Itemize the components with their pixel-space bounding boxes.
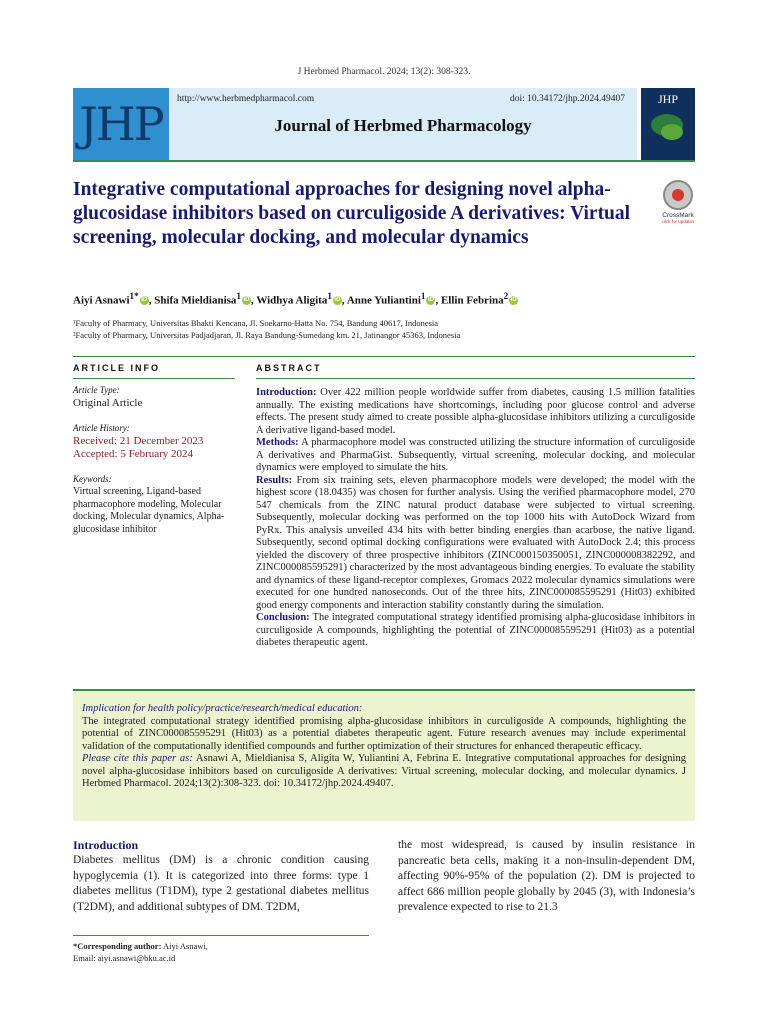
author-name: Ellin Febrina: [440, 294, 504, 307]
journal-header: [73, 88, 695, 162]
abstract-conclusion-label: Conclusion:: [256, 612, 310, 623]
author-affil-sup: 1: [420, 291, 426, 301]
crossmark-icon: [663, 180, 693, 210]
journal-name: Journal of Herbmed Pharmacology: [274, 116, 532, 135]
article-title: Integrative computational approaches for designing novel alpha-glucosidase inhibitors based on curculigoside A derivatives: Virtual screening, molecular docking, and molecular dynamics: [73, 179, 631, 248]
author-name: Shifa Mieldianisa: [154, 294, 237, 307]
journal-logo: [73, 88, 169, 160]
affiliation-2: ²Faculty of Pharmacy, Universitas Padjadjaran, Jl. Raya Bandung-Sumedang km. 21, Jatinangor 45363, Indonesia: [73, 330, 461, 340]
author-affil-sup: 1: [236, 291, 241, 301]
article-info-panel: [73, 384, 235, 548]
article-history-label: Article History:: [73, 423, 130, 433]
abstract-body: [256, 387, 695, 650]
abstract-intro-text: Over 422 million people worldwide suffer from diabetes, causing 1.5 million fatalities annually. The existing medications have shortcomings, including poor glucose control and adverse effects. The present study aimed to create possible alpha-glucosidase inhibitors utilizing a curculigoside A derivative ligand-based model.: [256, 387, 695, 436]
running-head: J Herbmed Pharmacol. 2024; 13(2): 308-323.: [297, 67, 471, 77]
cover-title: JHP: [657, 92, 678, 106]
article-doi[interactable]: doi: 10.34172/jhp.2024.49407: [509, 94, 625, 104]
orcid-icon[interactable]: iD: [141, 296, 148, 303]
abstract-heading: ABSTRACT: [256, 363, 322, 373]
journal-url[interactable]: http://www.herbmedpharmacol.com: [177, 94, 315, 104]
author-name: Anne Yuliantini: [346, 294, 421, 307]
keywords-label: Keywords:: [73, 474, 112, 484]
corresponding-author-email[interactable]: Email: aiyi.asnawi@bku.ac.id: [73, 953, 176, 963]
orcid-icon[interactable]: iD: [243, 296, 250, 303]
introduction-heading: Introduction: [73, 838, 139, 852]
implication-heading: Implication for health policy/practice/research/medical education:: [82, 703, 363, 714]
journal-cover-thumbnail: [641, 88, 695, 160]
author-affil-sup: 2: [503, 291, 509, 301]
crossmark-label: CrossMark: [662, 212, 694, 219]
author-name: Aiyi Asnawi: [73, 294, 130, 307]
article-type-value: Original Article: [73, 397, 143, 409]
article-type-label: Article Type:: [73, 385, 120, 395]
author-affil-sup: 1*: [129, 291, 139, 301]
introduction-right-column: the most widespread, is caused by insulin resistance in pancreatic beta cells, making it a non-insulin-dependent DM, affecting 90%-95% of the population (2). DM is projected to affect 686 million people globally by 2045 (3), with Indonesia’s prevalence expected to rise to 21.3: [398, 839, 695, 913]
abstract-results-text: From six training sets, eleven pharmacophore models were developed; the model with the highest score (18.0435) was chosen for further analysis. Using the verified pharmacophore model, 270 547 chemicals from the ZINC natural product database were subjected to virtual screening. Subsequently, molecular docking was performed on the top 1000 hits with AutoDock Wizard from PyRx. This analysis unveiled 434 hits with better binding energies than acarbose, the native ligand. Subsequently, second optimal docking configurations were evaluated with AutoDock 2.4; this process yielded the discovery of three prospective inhibitors (ZINC000150350051, ZINC000008382292, and ZINC000085595291) characterized by the most advantageous binding energies. To evaluate the stability and dynamics of these ligand-receptor complexes, Gromacs 2022 molecular dynamics simulations were executed for one hundred nanoseconds. Out of the three hits, ZINC000085595291 (Hit03) exhibited good energy components and interaction stability constantly during the simulation.: [256, 474, 695, 611]
affiliation-1: ¹Faculty of Pharmacy, Universitas Bhakti Kencana, Jl. Soekarno-Hatta No. 754, Bandung 40617, Indonesia: [73, 318, 439, 328]
article-info-heading: ARTICLE INFO: [73, 363, 160, 373]
abstract-methods-label: Methods:: [256, 437, 299, 448]
author-list: Aiyi Asnawi$^{1*}$ iD , Shifa Mieldianisa$^1$ iD , Widhya Aligita$^1$ iD , Anne Yuliantini$^1$ iD , Ellin Febrina$^2$ iD: [73, 291, 517, 307]
abstract-divider: [256, 378, 695, 379]
section-divider: [73, 356, 695, 357]
cite-label: Please cite this paper as:: [82, 753, 193, 764]
abstract-intro-label: Introduction:: [256, 387, 317, 398]
corresponding-author-label: *Corresponding author:: [73, 941, 162, 951]
introduction-left-column: Diabetes mellitus (DM) is a chronic condition causing hypoglycemia (1). It is categorized into three forms: type 1 diabetes mellitus (T1DM), type 2 gestational diabetes mellitus (T2DM), and additional subtypes of DM. T2DM,: [73, 854, 369, 913]
corresponding-author: [73, 940, 208, 964]
implication-box: [73, 689, 695, 821]
abstract-methods-text: A pharmacophore model was constructed utilizing the structure information of curculigoside A derivatives and PharmaGist. Subsequently, virtual screening, molecular docking, and molecular dynamics were employed to simulate the hits.: [256, 437, 695, 473]
cite-text: Asnawi A, Mieldianisa S, Aligita W, Yuliantini A, Febrina E. Integrative computational approaches for designing novel alpha-glucosidase inhibitors based on curculigoside A derivatives: Virtual screening, molecular docking, and molecular dynamics. J Herbmed Pharmacol. 2024;13(2):308-323. doi: 10.34172/jhp.2024.49407.: [82, 753, 686, 789]
implication-body: The integrated computational strategy identified promising alpha-glucosidase inhibitors in curculigoside A compounds, highlighting the potential of ZINC000085595291 (Hit03) as a potential diabetes therapeutic agent. Future research avenues may include experimental validation of the computationally identified compounds and further optimization of their structures for enhanced therapeutic efficacy.: [82, 715, 686, 752]
orcid-icon[interactable]: iD: [427, 296, 434, 303]
author-affil-sup: 1: [327, 291, 332, 301]
crossmark-sublabel: click for updates: [661, 219, 695, 224]
crossmark-badge[interactable]: [658, 180, 698, 224]
leaf-icon: [661, 124, 683, 140]
keywords-list: Virtual screening, Ligand-based pharmacophore modeling, Molecular docking, Molecular dynamics, Alpha-glucosidase inhibitor: [73, 486, 225, 535]
orcid-icon[interactable]: iD: [510, 296, 517, 303]
corresponding-author-name: Aiyi Asnawi,: [161, 941, 208, 951]
abstract-results-label: Results:: [256, 474, 293, 486]
article-info-divider: [73, 378, 235, 379]
received-date: Received: 21 December 2023: [73, 435, 204, 447]
accepted-date: Accepted: 5 February 2024: [73, 448, 194, 460]
footnote-divider: [73, 935, 369, 936]
orcid-icon[interactable]: iD: [334, 296, 341, 303]
journal-header-banner: [169, 88, 637, 160]
journal-logo-text: JHP: [79, 97, 163, 151]
abstract-conclusion-text: The integrated computational strategy identified promising alpha-glucosidase inhibitors in curculigoside A compounds, highlighting the potential of ZINC000085595291 (Hit03) as a potential diabetes therapeutic agent.: [256, 612, 695, 648]
author-name: Widhya Aligita: [256, 294, 328, 307]
